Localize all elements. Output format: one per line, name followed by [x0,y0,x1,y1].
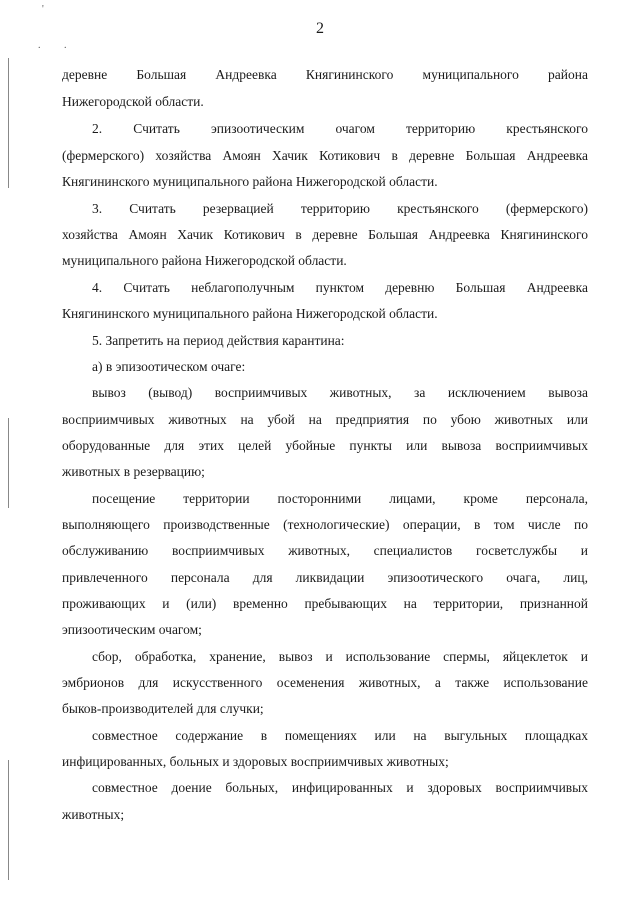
text-line: 2. Считать эпизоотическим очагом территорию крестьянского [92,121,588,136]
text-line: Княгининского муниципального района Нижегородской области. [62,174,438,189]
scan-mark: . [38,40,41,51]
text-line: вывоз (вывод) восприимчивых животных, за исключением вывоза [92,385,588,400]
scan-mark: . [64,40,67,51]
text-line: а) в эпизоотическом очаге: [92,359,246,374]
text-line: муниципального района Нижегородской области. [62,253,347,268]
scan-edge-line [8,418,9,508]
text-line: Княгининского муниципального района Нижегородской области. [62,306,438,321]
text-line: 5. Запретить на период действия карантина: [92,333,345,348]
text-line: (фермерского) хозяйства Амоян Хачик Котикович в деревне Большая Андреевка [62,148,588,163]
text-line: деревне Большая Андреевка Княгининского муниципального района [62,67,588,82]
text-line: животных; [62,807,125,822]
text-line: животных в резервацию; [62,464,205,479]
text-line: 4. Считать неблагополучным пунктом деревню Большая Андреевка [92,280,588,295]
text-line: посещение территории посторонними лицами, кроме персонала, [92,491,588,506]
text-line: оборудованные для этих целей убойные пункты или вывоза восприимчивых [62,438,588,453]
text-line: проживающих и (или) временно пребывающих на территории, признанной [62,596,588,611]
text-line: сбор, обработка, хранение, вывоз и использование спермы, яйцеклеток и [92,649,588,664]
text-line: обслуживанию восприимчивых животных, специалистов госветслужбы и [62,543,588,558]
text-line: восприимчивых животных на убой на предприятия по убою животных или [62,412,588,427]
text-line: совместное доение больных, инфицированных и здоровых восприимчивых [92,780,588,795]
text-line: инфицированных, больных и здоровых восприимчивых животных; [62,754,449,769]
page-number: 2 [316,20,324,37]
text-line: эмбрионов для искусственного осеменения животных, а также использование [62,675,588,690]
text-line: быков-производителей для случки; [62,701,264,716]
text-line: совместное содержание в помещениях или на выгульных площадках [92,728,588,743]
text-line: 3. Считать резервацией территорию крестьянского (фермерского) [92,201,588,216]
scan-edge-line [8,58,9,188]
text-line: привлеченного персонала для ликвидации эпизоотического очага, лиц, [62,570,588,585]
scan-mark: ' [42,4,44,15]
text-line: Нижегородской области. [62,94,204,109]
text-line: выполняющего производственные (технологические) операции, в том числе по [62,517,588,532]
text-line: эпизоотическим очагом; [62,622,202,637]
scan-edge-line [8,760,9,880]
text-line: хозяйства Амоян Хачик Котикович в деревне Большая Андреевка Княгининского [62,227,588,242]
